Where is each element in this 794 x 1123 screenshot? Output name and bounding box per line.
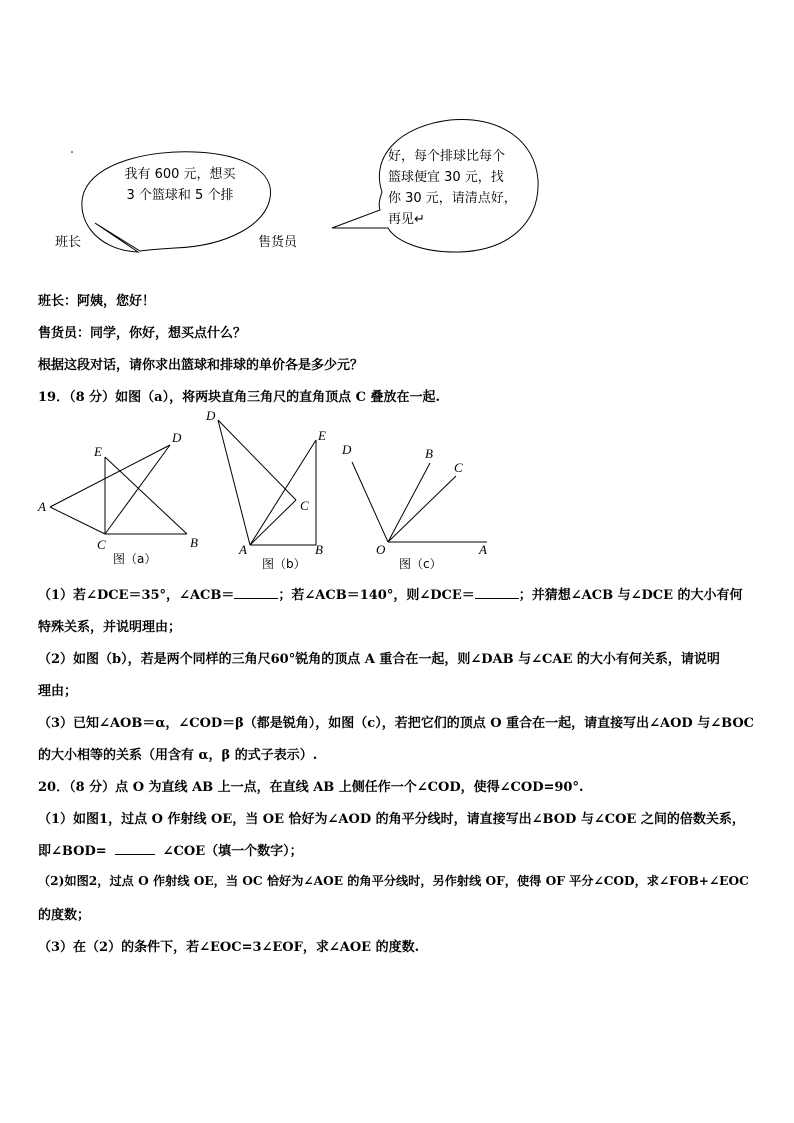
fig-c-label-A: A — [479, 542, 487, 557]
q20-intro: 20．（8 分）点 O 为直线 AB 上一点，在直线 AB 上侧任作一个∠COD，使得∠COD=90°. — [38, 780, 584, 795]
fig-a-label-E: E — [94, 444, 102, 459]
q19-part3-line2: 的大小相等的关系（用含有 α，β 的式子表示）. — [38, 748, 318, 763]
q19-part1-line1: （1）若∠DCE＝35°，∠ACB＝ ；若∠ACB＝140°，则∠DCE＝ ；并猜想∠ACB 与∠DCE 的大小有何 — [38, 588, 743, 603]
q19-figures — [0, 400, 794, 580]
q19-part1-line2: 特殊关系，并说明理由； — [38, 620, 182, 635]
fig-b-label-C: C — [300, 498, 309, 513]
fig-a-label-D: D — [172, 430, 182, 445]
figure-c — [352, 462, 487, 542]
fig-a-label-B: B — [190, 535, 198, 550]
fig-c-label-C: C — [454, 460, 463, 475]
fig-c-caption: 图（c） — [399, 557, 442, 571]
left-bubble-line-1: 我有 600 元，想买 — [124, 167, 236, 182]
q19-part3-line1: （3）已知∠AOB＝α，∠COD＝β（都是锐角），如图（c），若把它们的顶点 O 重合在一起，请直接写出∠AOD 与∠BOC — [38, 716, 754, 731]
left-bubble-line-2: 3 个篮球和 5 个排 — [126, 188, 234, 203]
answer-blank-1[interactable] — [234, 586, 278, 599]
dialog-line-2: 售货员：同学，你好，想买点什么？ — [38, 326, 247, 341]
right-bubble-line-3: 你 30 元，请清点好， — [388, 191, 517, 206]
answer-blank-3[interactable] — [115, 842, 155, 855]
q20-part3: （3）在（2）的条件下，若∠EOC=3∠EOF，求∠AOE 的度数. — [38, 940, 420, 955]
q20-part2-line2: 的度数； — [38, 908, 91, 923]
figure-a — [50, 445, 187, 534]
fig-a-caption: 图（a） — [113, 552, 157, 566]
right-bubble-line-2: 篮球便宜 30 元，找 — [388, 170, 504, 185]
fig-c-label-O: O — [376, 542, 386, 557]
figure-b — [218, 420, 316, 545]
fig-c-label-B: B — [425, 446, 433, 461]
fig-b-label-B: B — [315, 542, 323, 557]
fig-a-label-A: A — [38, 499, 46, 514]
speaker-right-label: 售货员 — [258, 235, 298, 250]
q19-part2-line2: 理由； — [38, 684, 78, 699]
answer-blank-2[interactable] — [475, 586, 519, 599]
q19-part2-line1: （2）如图（b），若是两个同样的三角尺60°锐角的顶点 A 重合在一起，则∠DAB 与∠CAE 的大小有何关系，请说明 — [38, 652, 720, 667]
q19-intro: 19．（8 分）如图（a），将两块直角三角尺的直角顶点 C 叠放在一起. — [38, 390, 441, 405]
speaker-left-label: 班长 — [55, 235, 82, 250]
fig-b-label-E: E — [318, 428, 326, 443]
fig-b-label-D: D — [206, 408, 216, 423]
fig-b-caption: 图（b） — [262, 557, 306, 571]
right-bubble-line-4: 再见↵ — [388, 212, 425, 227]
q20-part1-line2: 即∠BOD= ∠COE（填一个数字）； — [38, 844, 303, 859]
fig-c-label-D: D — [342, 442, 352, 457]
fig-b-label-A: A — [239, 542, 247, 557]
q20-part1-line1: （1）如图1，过点 O 作射线 OE，当 OE 恰好为∠AOD 的角平分线时，请直接写出∠BOD 与∠COE 之间的倍数关系， — [38, 812, 745, 827]
fig-a-label-C: C — [97, 537, 106, 552]
dialog-question: 根据这段对话，请你求出篮球和排球的单价各是多少元？ — [38, 358, 364, 373]
dialog-line-1: 班长：阿姨，您好！ — [38, 294, 156, 309]
right-bubble-line-1: 好，每个排球比每个 — [388, 149, 506, 164]
q20-part2-line1: （2)如图2，过点 O 作射线 OE，当 OC 恰好为∠AOE 的角平分线时，另作射线 OF，使得 OF 平分∠COD，求∠FOB+∠EOC — [38, 874, 749, 888]
